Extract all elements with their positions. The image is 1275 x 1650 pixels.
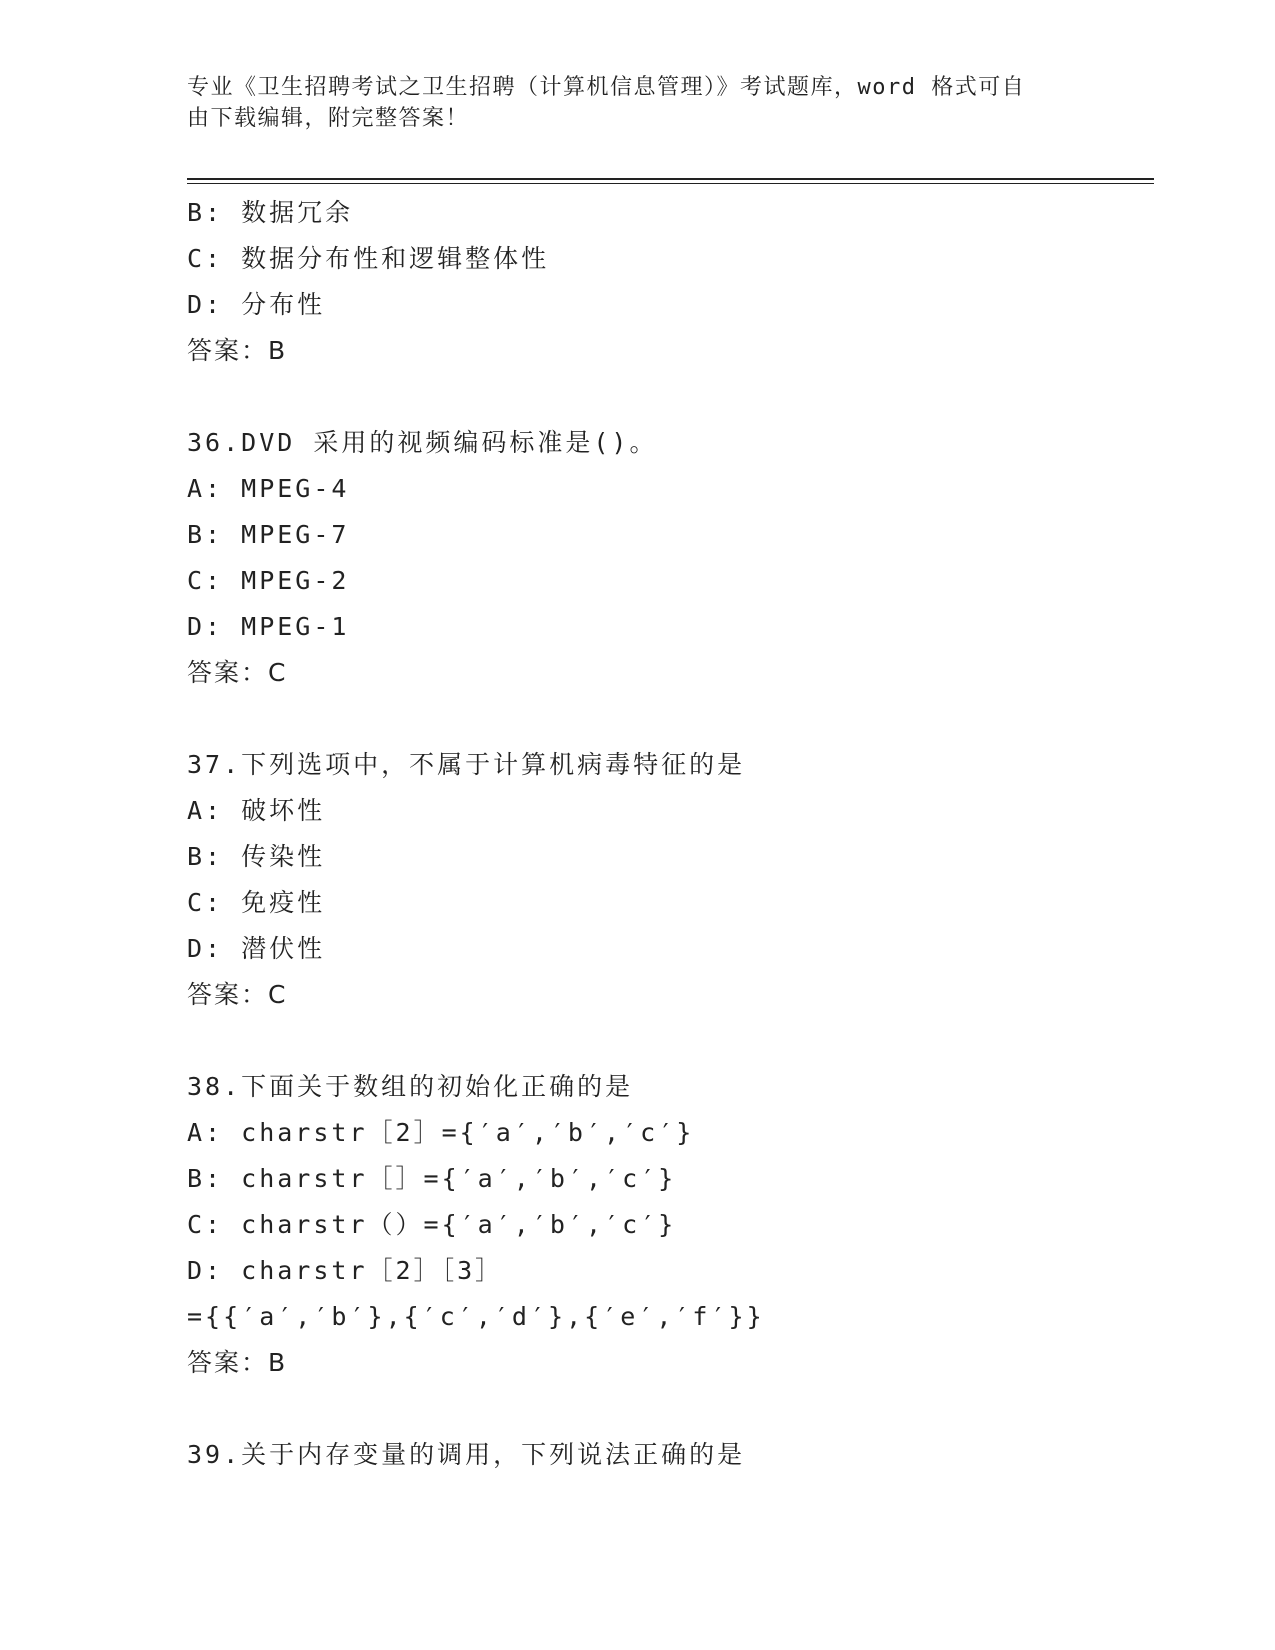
- question-37-block: [187, 742, 1154, 1018]
- question-36-block: [187, 420, 1154, 696]
- answer-label: 答案：B: [187, 1348, 288, 1377]
- option-c: C: MPEG-2: [187, 566, 350, 595]
- option-d: D: 分布性: [187, 290, 326, 319]
- option-c: C: 数据分布性和逻辑整体性: [187, 244, 550, 273]
- option-a: A: 破坏性: [187, 796, 326, 825]
- question-text: 36.DVD 采用的视频编码标准是()。: [187, 428, 658, 457]
- option-b: B: 传染性: [187, 842, 326, 871]
- option-b: B: MPEG-7: [187, 520, 350, 549]
- option-b: B: charstr［］={′a′,′b′,′c′}: [187, 1164, 677, 1193]
- option-b: B: 数据冗余: [187, 198, 354, 227]
- spacer: [187, 1386, 1154, 1432]
- option-d: D: 潜伏性: [187, 934, 326, 963]
- spacer: [187, 696, 1154, 742]
- question-38-block: [187, 1064, 1154, 1386]
- option-d-continuation: ={{′a′,′b′},{′c′,′d′},{′e′,′f′}}: [187, 1302, 765, 1331]
- document-header: [187, 72, 1067, 134]
- answer-label: 答案：B: [187, 336, 288, 365]
- question-text: 39.关于内存变量的调用，下列说法正确的是: [187, 1440, 746, 1469]
- header-divider-thick: [187, 178, 1154, 180]
- question-35-block: [187, 190, 1154, 374]
- spacer: [187, 374, 1154, 420]
- header-line-2: 由下载编辑，附完整答案！: [187, 106, 470, 131]
- question-39-block: [187, 1432, 1154, 1478]
- spacer: [187, 1018, 1154, 1064]
- option-c: C: 免疫性: [187, 888, 326, 917]
- answer-label: 答案：C: [187, 980, 288, 1009]
- option-d: D: MPEG-1: [187, 612, 350, 641]
- option-a: A: charstr［2］={′a′,′b′,′c′}: [187, 1118, 695, 1147]
- header-line-1: 专业《卫生招聘考试之卫生招聘（计算机信息管理）》考试题库，word 格式可自: [187, 75, 1026, 100]
- option-c: C: charstr（）={′a′,′b′,′c′}: [187, 1210, 677, 1239]
- question-text: 38.下面关于数组的初始化正确的是: [187, 1072, 634, 1101]
- question-text: 37.下列选项中，不属于计算机病毒特征的是: [187, 750, 746, 779]
- option-d: D: charstr［2］［3］: [187, 1256, 504, 1285]
- question-list: [187, 190, 1154, 1478]
- header-divider-thin: [187, 183, 1154, 184]
- option-a: A: MPEG-4: [187, 474, 350, 503]
- answer-label: 答案：C: [187, 658, 288, 687]
